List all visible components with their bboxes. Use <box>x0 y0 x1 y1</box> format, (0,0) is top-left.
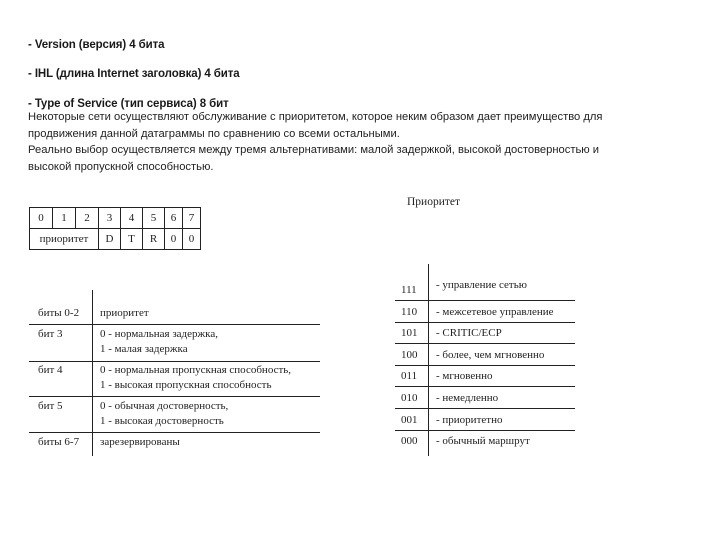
tos-description <box>28 109 602 175</box>
bits-meaning: 0 - нормальная пропускная способность, <box>100 364 292 376</box>
bits-label: бит 3 <box>38 328 63 340</box>
bit-number: 4 <box>121 208 143 229</box>
bits-label: бит 5 <box>38 400 63 412</box>
field-bit7: 0 <box>183 229 201 250</box>
bit-number: 1 <box>53 208 76 229</box>
bits-meaning: 1 - высокая пропускная способность <box>100 379 272 391</box>
field-r: R <box>143 229 165 250</box>
bit-number: 2 <box>76 208 99 229</box>
description-line: продвижения данной датаграммы по сравнению со всеми остальными. <box>28 127 400 140</box>
priority-meaning: - приоритетно <box>436 414 503 426</box>
bit-number: 5 <box>143 208 165 229</box>
heading-version: - Version (версия) 4 бита <box>28 39 165 51</box>
row-divider <box>395 408 575 409</box>
row-divider <box>395 365 575 366</box>
bit-number: 7 <box>183 208 201 229</box>
priority-code: 101 <box>401 327 418 339</box>
row-divider <box>29 361 320 362</box>
bits-label: биты 6-7 <box>38 436 80 448</box>
row-divider <box>29 324 320 325</box>
priority-meaning: - немедленно <box>436 392 499 404</box>
bits-meaning: зарезервированы <box>100 436 180 448</box>
bits-label: биты 0-2 <box>38 307 80 319</box>
tos-bit-layout-table <box>29 207 201 250</box>
field-t: T <box>121 229 143 250</box>
priority-code: 010 <box>401 392 418 404</box>
priority-code: 100 <box>401 349 418 361</box>
row-divider <box>395 300 575 301</box>
field-bit6: 0 <box>165 229 183 250</box>
priority-meaning: - CRITIC/ECP <box>436 327 502 339</box>
description-line: высокой пропускной способностью. <box>28 160 214 173</box>
field-priority: приоритет <box>30 229 99 250</box>
bits-meaning: 0 - обычная достоверность, <box>100 400 229 412</box>
row-divider <box>395 343 575 344</box>
bit-number: 3 <box>99 208 121 229</box>
field-d: D <box>99 229 121 250</box>
priority-code: 011 <box>401 370 418 382</box>
heading-ihl: - IHL (длина Internet заголовка) 4 бита <box>28 68 240 80</box>
row-divider <box>395 386 575 387</box>
heading-type-of-service: - Type of Service (тип сервиса) 8 бит <box>28 98 229 110</box>
priority-code: 001 <box>401 414 418 426</box>
priority-code: 110 <box>401 306 418 318</box>
priority-table-title: Приоритет <box>407 196 461 208</box>
row-divider <box>29 396 320 397</box>
priority-meaning: - мгновенно <box>436 370 493 382</box>
bit-field-row <box>30 229 201 250</box>
row-divider <box>395 430 575 431</box>
row-divider <box>29 432 320 433</box>
bit-number: 0 <box>30 208 53 229</box>
bits-label: бит 4 <box>38 364 63 376</box>
bit-number-row <box>30 208 201 229</box>
description-line: Реально выбор осуществляется между тремя альтернативами: малой задержкой, высокой достоверностью и <box>28 144 600 156</box>
bits-meaning: 1 - высокая достоверность <box>100 415 224 427</box>
priority-meaning: - управление сетью <box>436 279 527 291</box>
bits-meaning: 1 - малая задержка <box>100 343 188 355</box>
priority-meaning: - межсетевое управление <box>436 306 554 318</box>
priority-meaning: - более, чем мгновенно <box>436 349 545 361</box>
description-line: Некоторые сети осуществляют обслуживание с приоритетом, которое неким образом дает преимущество для <box>28 111 603 123</box>
priority-meaning: - обычный маршрут <box>436 435 530 447</box>
priority-code: 000 <box>401 435 418 447</box>
bits-meaning: приоритет <box>100 307 149 319</box>
row-divider <box>395 322 575 323</box>
bits-meaning: 0 - нормальная задержка, <box>100 328 218 340</box>
priority-code: 111 <box>401 284 417 296</box>
column-divider <box>428 264 429 456</box>
bit-number: 6 <box>165 208 183 229</box>
